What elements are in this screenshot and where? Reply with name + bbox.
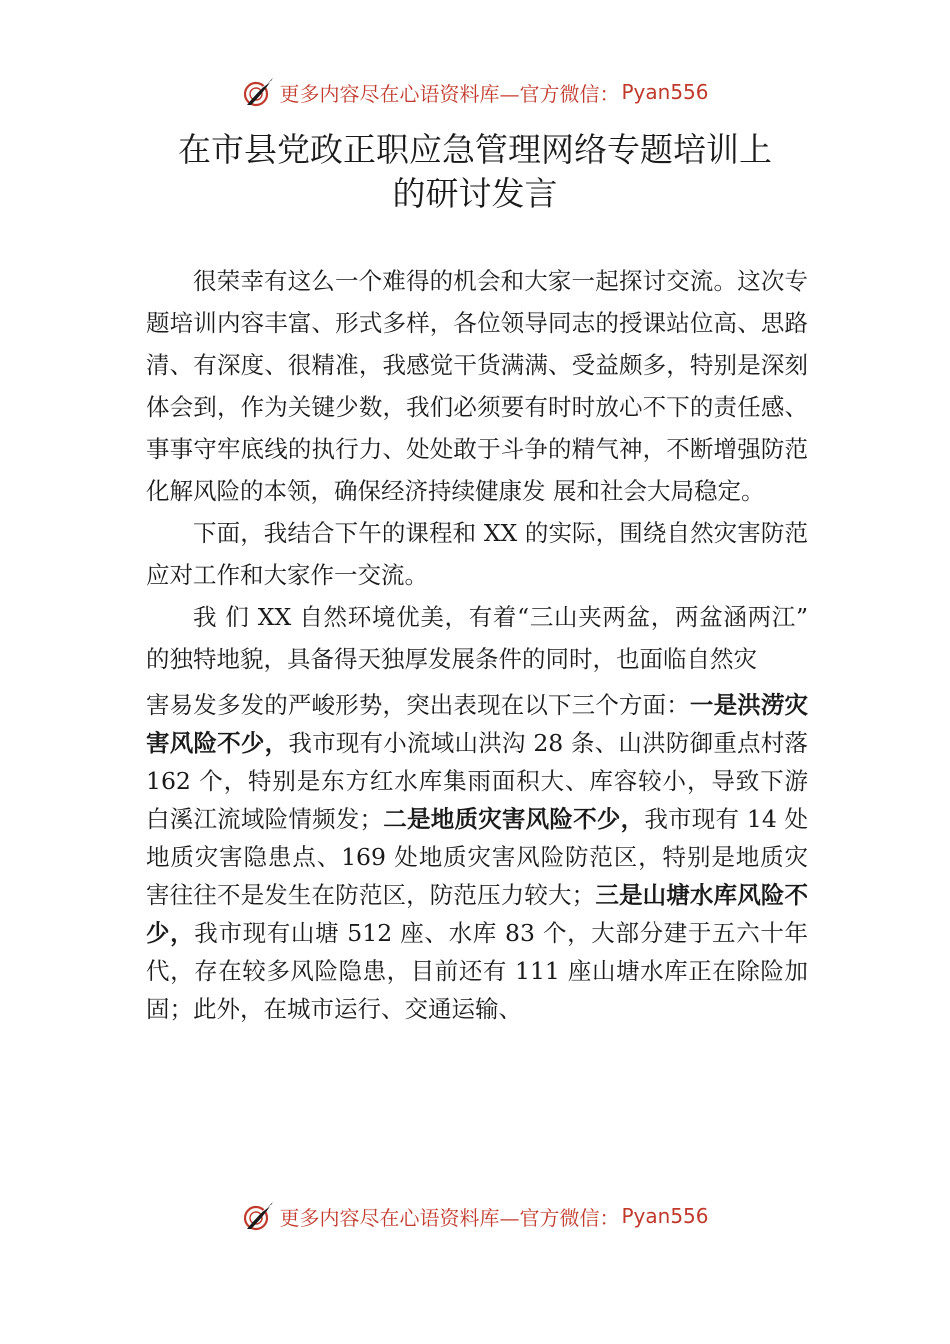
- risk-point-1-heading: 一是洪涝灾害风险不少，: [146, 691, 809, 757]
- paragraph-risks: [146, 686, 808, 1028]
- risk-point-3-heading: 三是山塘水库风险不少，: [146, 881, 809, 947]
- banner-wechat-id: Pyan556: [621, 80, 709, 104]
- page-title: [100, 128, 850, 216]
- paragraph-environment: 我 们 XX 自然环境优美，有着“三山夹两盆，两盆涵两江” 的独特地貌，具备得天独厚发展条件的同时，也面临自然灾: [146, 603, 808, 673]
- banner-text: 更多内容尽在心语资料库—官方微信：: [279, 81, 620, 106]
- risk-point-2-text: 我市现有 14 处地质灾害隐患点、169 处地质灾害风险防范区，特别是地质灾害往往不是发生在防范区，防范压力较大；: [146, 805, 809, 909]
- risk-intro: 害易发多发的严峻形势，突出表现在以下三个方面：: [146, 691, 690, 719]
- document-body: [146, 260, 808, 1028]
- banner-wechat-id: Pyan556: [621, 1204, 709, 1228]
- risk-point-1-text: 我市现有小流域山洪沟 28 条、山洪防御重点村落 162 个，特别是东方红水库集雨面积大、库容较小，导致下游白溪江流域险情频发；: [146, 729, 809, 833]
- header-banner: [0, 72, 950, 112]
- paragraph-topic: 下面，我结合下午的课程和 XX 的实际，围绕自然灾害防范应对工作和大家作一交流。: [146, 519, 808, 589]
- title-line-1: 在市县党政正职应急管理网络专题培训上: [178, 130, 772, 169]
- paragraph-intro: 很荣幸有这么一个难得的机会和大家一起探讨交流。这次专题培训内容丰富、形式多样，各位领导同志的授课站位高、思路清、有深度、很精准，我感觉干货满满、受益颇多，特别是深刻体会到，作为关键少数，我们必须要有时时放心不下的责任感、事事守牢底线的执行力、处处敢于斗争的精气神，不断增强防范化解风险的本领，确保经济持续健康发 展和社会大局稳定。: [146, 267, 808, 505]
- risk-point-3-text: 我市现有山塘 512 座、水库 83 个，大部分建于五六十年代，存在较多风险隐患，目前还有 111 座山塘水库正在除险加固；此外，在城市运行、交通运输、: [146, 919, 808, 1023]
- risk-point-2-heading: 二是地质灾害风险不少，: [383, 805, 645, 833]
- footer-banner: [0, 1196, 950, 1236]
- quill-logo-icon: [241, 1199, 275, 1233]
- title-line-2: 的研讨发言: [392, 174, 558, 213]
- quill-logo-icon: [241, 75, 275, 109]
- banner-text: 更多内容尽在心语资料库—官方微信：: [279, 1205, 620, 1230]
